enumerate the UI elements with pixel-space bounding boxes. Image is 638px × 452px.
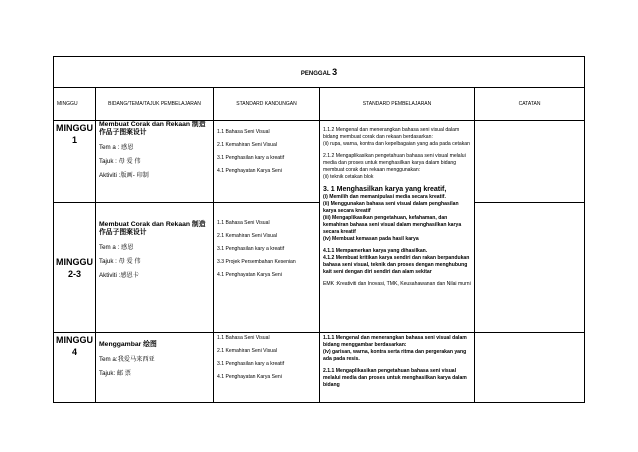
- sp-para: (ii) Menggunakan bahasa seni visual dalam penghasilan karya secara kreatif: [323, 201, 459, 214]
- sp-cell: [320, 121, 475, 333]
- penggal-label: PENGGAL: [300, 71, 331, 77]
- emk-text: EMK :Kreativiti dan Inovasi, TMK, Keusahawanan dan Nilai murni: [323, 281, 471, 287]
- sk-item: 1.1 Bahasa Seni Visual: [217, 220, 270, 226]
- sp-cell: [320, 333, 475, 403]
- sk-item: 3.1 Penghasilan kary a kreatif: [217, 246, 285, 252]
- tema-text: Tem a:我爱马来西亚: [99, 356, 155, 363]
- tema-text: Tem a : 感恩: [99, 144, 134, 151]
- sp-para: (iv) Membuat kemasan pada hasil karya: [323, 236, 419, 242]
- tajuk-text: Tajuk : 母 爱 伟: [99, 158, 141, 165]
- tema-text: Tem a : 感恩: [99, 244, 134, 251]
- sp-para: (iii) Mengaplikasikan pengetahuan, kefahaman, dan kemahiran bahasa seni visual dalam menghasilkan karya secara kreatif: [323, 215, 462, 235]
- sp-para: 3. 1 Menghasilkan karya yang kreatif,: [323, 186, 447, 193]
- sk-cell: [214, 203, 320, 333]
- topic-title: Menggambar 绘图: [99, 341, 157, 348]
- sk-item: 3.3 Projek Persembahan Kesenian: [217, 259, 296, 265]
- sk-item: 3.1 Penghasilan kary a kreatif: [217, 155, 285, 161]
- header-sp: STANDARD PEMBELAJARAN: [320, 88, 475, 121]
- sk-item: 1.1 Bahasa Seni Visual: [217, 335, 270, 341]
- tajuk-text: Tajuk : 母 爱 伟: [99, 258, 141, 265]
- topic-cell: [96, 121, 214, 203]
- topic-title: Membuat Corak dan Rekaan 制造作品子图案设计: [99, 121, 206, 136]
- header-row: [54, 88, 585, 121]
- aktiviti-text: Aktiviti :版画- 印制: [99, 172, 149, 179]
- lesson-plan-table: [53, 56, 585, 403]
- sp-para: (iv) garisan, warna, kontra serta ritma dan pergerakan yang ada pada resis.: [323, 349, 467, 362]
- sk-cell: [214, 121, 320, 203]
- sp-para: (ii) rupa, warna, kontra dan kepelbagaian yang ada pada cetakan: [323, 141, 470, 147]
- tajuk-text: Tajuk: 邮 票: [99, 370, 131, 377]
- catatan-cell: [475, 333, 585, 403]
- title-cell: [54, 57, 585, 88]
- sk-item: 4.1 Penghayatan Karya Seni: [217, 168, 282, 174]
- sk-item: 4.1 Penghayatan Karya Seni: [217, 272, 282, 278]
- week-cell: MINGGU 4: [54, 333, 96, 403]
- sp-para: 4.1.2 Membuat kritikan karya sendiri dan rakan berpandukan bahasa seni visual, teknik dan proses dengan menghubung kait seni dengan diri sendiri dan alam sekitar: [323, 255, 470, 275]
- sp-para: 1.1.2 Mengenal dan menerangkan bahasa seni visual dalam bidang membuat corak dan rekaan berdasarkan:: [323, 127, 460, 140]
- header-catatan: CATATAN: [475, 88, 585, 121]
- sp-para: 4.1.1 Mempamerkan karya yang dihasilkan.: [323, 248, 428, 254]
- header-sk: STANDARD KANDUNGAN: [214, 88, 320, 121]
- penggal-number: 3: [332, 67, 338, 77]
- topic-title: Membuat Corak dan Rekaan 制造作品子图案设计: [99, 221, 206, 236]
- sk-item: 3.1 Penghasilan kary a kreatif: [217, 361, 285, 367]
- week-cell: MINGGU 2-3: [54, 203, 96, 333]
- sp-para: 1.1.1 Mengenal dan menerangkan bahasa seni visual dalam bidang menggambar berdasarkan:: [323, 335, 467, 348]
- sp-para: 2.1.2 Mengaplikasikan pengetahuan bahasa seni visual melalui media dan proses untuk menghasilkan karya dalam bidang membuat corak dan rekaan menggunakan:: [323, 153, 466, 173]
- sk-item: 4.1 Penghayatan Karya Seni: [217, 374, 282, 380]
- header-minggu: MINGGU: [54, 88, 96, 121]
- table-row: [54, 203, 585, 333]
- topic-cell: [96, 203, 214, 333]
- sk-item: 1.1 Bahasa Seni Visual: [217, 129, 270, 135]
- aktiviti-text: Aktiviti :感恩卡: [99, 272, 139, 279]
- table-row: [54, 121, 585, 203]
- document-page: [53, 56, 584, 403]
- sk-item: 2.1 Kemahiran Seni Visual: [217, 142, 277, 148]
- catatan-cell: [475, 203, 585, 333]
- topic-cell: [96, 333, 214, 403]
- sk-item: 2.1 Kemahiran Seni Visual: [217, 233, 277, 239]
- sk-item: 2.1 Kemahiran Seni Visual: [217, 348, 277, 354]
- sp-para: 2.1.1 Mengaplikasikan pengetahuan bahasa seni visual melalui media dan proses untuk menghasilkan karya dalam bidang: [323, 368, 467, 388]
- sp-para: (i) Memilih dan memanipulasi media secara kreatif.: [323, 194, 446, 200]
- title-row: [54, 57, 585, 88]
- week-cell: MINGGU 1: [54, 121, 96, 203]
- catatan-cell: [475, 121, 585, 203]
- table-row: [54, 333, 585, 403]
- sk-cell: [214, 333, 320, 403]
- header-bidang: BIDANG/TEMA/TAJUK PEMBELAJARAN: [96, 88, 214, 121]
- sp-para: (ii) teknik cetakan blok: [323, 174, 374, 180]
